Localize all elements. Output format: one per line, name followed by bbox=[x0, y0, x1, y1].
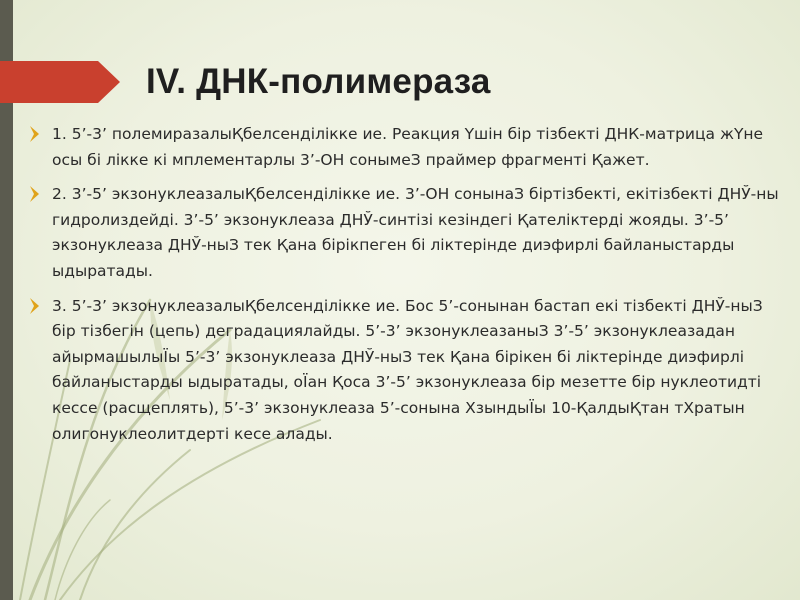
title-ribbon bbox=[0, 61, 120, 103]
bullet-item bbox=[30, 122, 790, 173]
bullet-text: 2. 3’-5’ экзонуклеазалыҚбелсенділікке ие. 3’-ОН сонынаЗ біртізбекті, екітізбекті ДНЎ-ны гидролиздейді. 3’-5’ экзонуклеаза ДНЎ-синтізі кезіндегі Қателіктерді жояды. 3’-5’ экзонуклеаза ДНЎ-ныЗ тек Қана бірікпеген бі ліктерінде диэфирлі байланыстарды ыдыратады. bbox=[52, 185, 779, 280]
bullet-item bbox=[30, 182, 790, 284]
bullet-arrow-icon bbox=[30, 126, 42, 142]
bullet-item bbox=[30, 294, 790, 448]
bullet-list bbox=[30, 122, 790, 456]
bullet-arrow-icon bbox=[30, 186, 42, 202]
bullet-text: 1. 5’-3’ полемиразалыҚбелсенділікке ие. Реакция Үшін бір тізбекті ДНК-матрица жҮне осы бі лікке кі мплементарлы 3’-ОН сонымеЗ праймер фрагменті Қажет. bbox=[52, 125, 764, 169]
bullet-arrow-icon bbox=[30, 298, 42, 314]
slide-title: IV. ДНК-полимераза bbox=[146, 62, 491, 101]
bullet-text: 3. 5’-3’ экзонуклеазалыҚбелсенділікке ие. Бос 5’-сонынан бастап екі тізбекті ДНЎ-ныЗ бір тізбегін (цепь) деградациялайды. 5’-3’ экзонуклеазаныЗ 3’-5’ экзонуклеазадан айырмашылыЇы 5’-3’ экзонуклеаза ДНЎ-ныЗ тек Қана бірікен бі ліктерінде диэфирлі байланыстарды ыдыратады, оЇан Қоса 3’-5’ экзонуклеаза бір мезетте бір нуклеотидті кессе (расщеплять), 5’-3’ экзонуклеаза 5’-сонына ХзындыЇы 10-ҚалдыҚтан тХратын олигонуклеолитдерті кесе алады. bbox=[52, 296, 763, 443]
